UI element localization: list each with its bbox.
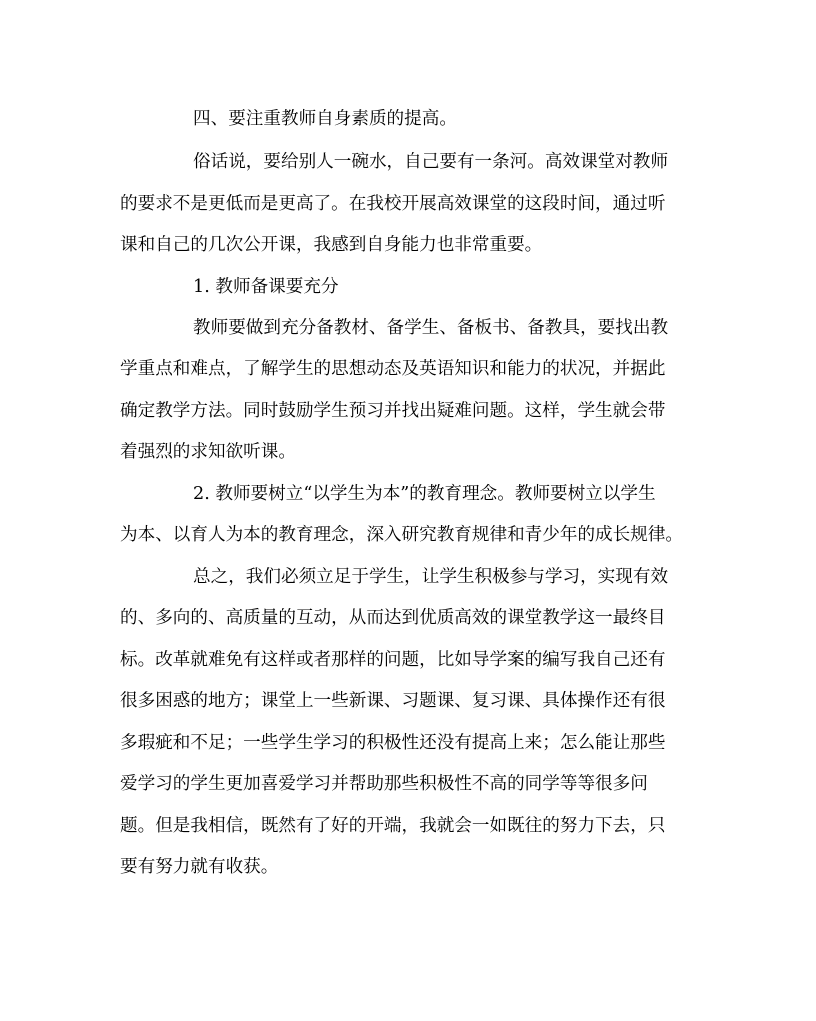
item-heading: 1. 教师备课要充分 [193, 277, 339, 297]
paragraph-line: 2. 教师要树立“以学生为本”的教育理念。教师要树立以学生 [193, 484, 656, 504]
paragraph-line: 很多困惑的地方；课堂上一些新课、习题课、复习课、具体操作还有很 [120, 691, 666, 711]
paragraph-line: 多瑕疵和不足；一些学生学习的积极性还没有提高上来；怎么能让那些 [120, 733, 666, 753]
paragraph-line: 的要求不是更低而是更高了。在我校开展高效课堂的这段时间，通过听 [120, 194, 666, 214]
paragraph-line: 要有努力就有收获。 [120, 857, 279, 877]
paragraph-line: 俗话说，要给别人一碗水，自己要有一条河。高效课堂对教师 [193, 152, 669, 172]
paragraph-line: 爱学习的学生更加喜爱学习并帮助那些积极性不高的同学等等很多问 [120, 774, 648, 794]
paragraph-line: 确定教学方法。同时鼓励学生预习并找出疑难问题。这样，学生就会带 [120, 401, 666, 421]
paragraph-line: 着强烈的求知欲听课。 [120, 442, 296, 462]
paragraph-line: 标。改革就难免有这样或者那样的问题，比如导学案的编写我自己还有 [120, 650, 666, 670]
paragraph-line: 的、多向的、高质量的互动，从而达到优质高效的课堂教学这一最终目 [120, 608, 666, 628]
paragraph-line: 题。但是我相信，既然有了好的开端，我就会一如既往的努力下去，只 [120, 816, 666, 836]
paragraph-line: 课和自己的几次公开课，我感到自身能力也非常重要。 [120, 235, 543, 255]
paragraph-line: 总之，我们必须立足于学生，让学生积极参与学习，实现有效 [193, 567, 669, 587]
section-heading: 四、要注重教师自身素质的提高。 [193, 109, 457, 129]
paragraph-line: 为本、以育人为本的教育理念，深入研究教育规律和青少年的成长规律。 [120, 525, 684, 545]
paragraph-line: 教师要做到充分备教材、备学生、备板书、备教具，要找出教 [193, 318, 669, 338]
paragraph-line: 学重点和难点，了解学生的思想动态及英语知识和能力的状况，并据此 [120, 359, 666, 379]
